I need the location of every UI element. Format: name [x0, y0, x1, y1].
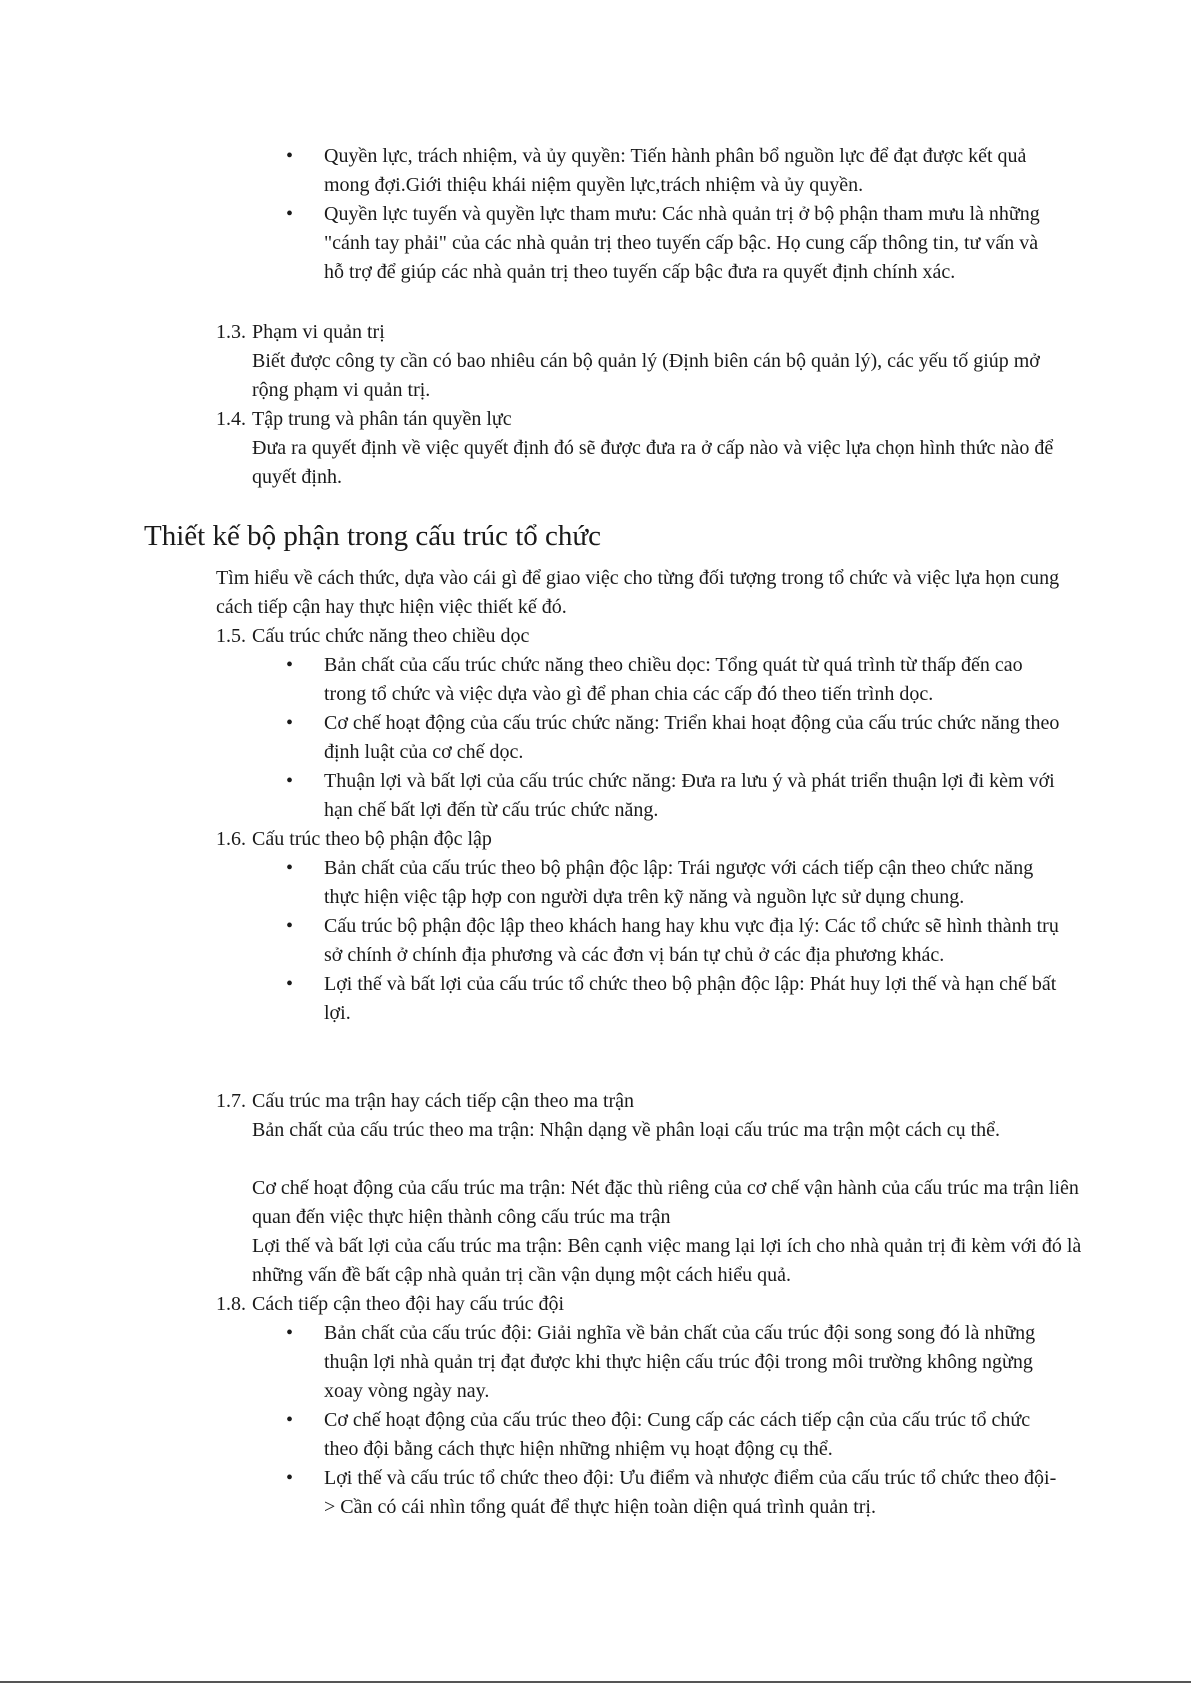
section-1-7-title: 1.7. Cấu trúc ma trận hay cách tiếp cận theo ma trận [216, 1090, 635, 1112]
list-item: • Lợi thế và cấu trúc tổ chức theo đội: Ưu điểm và nhược điểm của cấu trúc tổ chức theo đội-> Cần có cái nhìn tổng quát để thực hiện toàn diện quá trình quản trị. [0, 1464, 1191, 1522]
section-1-7-para-2: Cơ chế hoạt động của cấu trúc ma trận: Nét đặc thù riêng của cơ chế vận hành của cấu trúc ma trận liên quan đến việc thực hiện thành công cấu trúc ma trận [252, 1177, 1079, 1228]
bullet-icon: • [286, 857, 294, 879]
bullet-icon: • [286, 770, 294, 792]
list-item: • Thuận lợi và bất lợi của cấu trúc chức năng: Đưa ra lưu ý và phát triển thuận lợi đi kèm với hạn chế bất lợi đến từ cấu trúc chức năng. [0, 767, 1191, 825]
section-1-3-title: 1.3. Phạm vi quản trị [216, 321, 385, 343]
list-item: • Bản chất của cấu trúc đội: Giải nghĩa về bản chất của cấu trúc đội song song đó là những thuận lợi nhà quản trị đạt được khi thực hiện cấu trúc đội trong môi trường không ngừng xoay vòng ngày nay. [0, 1319, 1191, 1406]
list-item: • Cơ chế hoạt động của cấu trúc chức năng: Triển khai hoạt động của cấu trúc chức năng theo định luật của cơ chế dọc. [0, 709, 1191, 767]
section-heading: Thiết kế bộ phận trong cấu trúc tổ chức [144, 520, 602, 552]
bullet-icon: • [286, 1322, 294, 1344]
section-1-6-title: 1.6. Cấu trúc theo bộ phận độc lập [216, 828, 492, 850]
section-1-7-para-1: Bản chất của cấu trúc theo ma trận: Nhận dạng về phân loại cấu trúc ma trận một cách cụ thể. [252, 1119, 1001, 1141]
bullet-icon: • [286, 712, 294, 734]
bullet-list-authority [0, 142, 1191, 287]
section-1-8-title: 1.8. Cách tiếp cận theo đội hay cấu trúc đội [216, 1293, 565, 1315]
bullet-list-1-6 [0, 854, 1191, 1028]
list-item: • Cơ chế hoạt động của cấu trúc theo đội: Cung cấp các cách tiếp cận của cấu trúc tổ chức theo đội bằng cách thực hiện những nhiệm vụ hoạt động cụ thể. [0, 1406, 1191, 1464]
list-item: • Bản chất của cấu trúc chức năng theo chiều dọc: Tổng quát từ quá trình từ thấp đến cao trong tổ chức và việc dựa vào gì để phan chia các cấp đó theo tiến trình dọc. [0, 651, 1191, 709]
list-item: • Quyền lực tuyến và quyền lực tham mưu: Các nhà quản trị ở bộ phận tham mưu là những "cánh tay phải" của các nhà quản trị theo tuyến cấp bậc. Họ cung cấp thông tin, tư vấn và hỗ trợ để giúp các nhà quản trị theo tuyến cấp bậc đưa ra quyết định chính xác. [0, 200, 1191, 287]
section-1-7-para-3: Lợi thế và bất lợi của cấu trúc ma trận: Bên cạnh việc mang lại lợi ích cho nhà quản trị đi kèm với đó là những vấn đề bất cập nhà quản trị cần vận dụng một cách hiểu quả. [252, 1235, 1082, 1286]
list-item: • Lợi thế và bất lợi của cấu trúc tổ chức theo bộ phận độc lập: Phát huy lợi thế và hạn chế bất lợi. [0, 970, 1191, 1028]
section-1-5-title: 1.5. Cấu trúc chức năng theo chiều dọc [216, 625, 530, 647]
bullet-icon: • [286, 915, 294, 937]
bullet-icon: • [286, 1467, 294, 1489]
list-item: • Cấu trúc bộ phận độc lập theo khách hang hay khu vực địa lý: Các tổ chức sẽ hình thành trụ sở chính ở chính địa phương và các đơn vị bán tự chủ ở các địa phương khác. [0, 912, 1191, 970]
section-intro: Tìm hiểu về cách thức, dựa vào cái gì để giao việc cho từng đối tượng trong tổ chức và việc lựa họn cung cách tiếp cận hay thực hiện việc thiết kế đó. [216, 567, 1060, 618]
bullet-icon: • [286, 973, 294, 995]
bullet-icon: • [286, 1409, 294, 1431]
bullet-icon: • [286, 654, 294, 676]
page-bottom-rule [0, 1681, 1191, 1683]
section-1-3-body: Biết được công ty cần có bao nhiêu cán bộ quản lý (Định biên cán bộ quản lý), các yếu tố giúp mở rộng phạm vi quản trị. [252, 350, 1040, 401]
section-1-4-body: Đưa ra quyết định về việc quyết định đó sẽ được đưa ra ở cấp nào và việc lựa chọn hình thức nào để quyết định. [252, 437, 1054, 488]
section-1-4-title: 1.4. Tập trung và phân tán quyền lực [216, 408, 512, 430]
list-item: • Bản chất của cấu trúc theo bộ phận độc lập: Trái ngược với cách tiếp cận theo chức năng thực hiện việc tập hợp con người dựa trên kỹ năng và nguồn lực sử dụng chung. [0, 854, 1191, 912]
bullet-icon: • [286, 203, 294, 225]
list-item: • Quyền lực, trách nhiệm, và ủy quyền: Tiến hành phân bổ nguồn lực để đạt được kết quả mong đợi.Giới thiệu khái niệm quyền lực,trách nhiệm và ủy quyền. [0, 142, 1191, 200]
bullet-list-1-8 [0, 1319, 1191, 1522]
bullet-icon: • [286, 145, 294, 167]
bullet-list-1-5 [0, 651, 1191, 825]
